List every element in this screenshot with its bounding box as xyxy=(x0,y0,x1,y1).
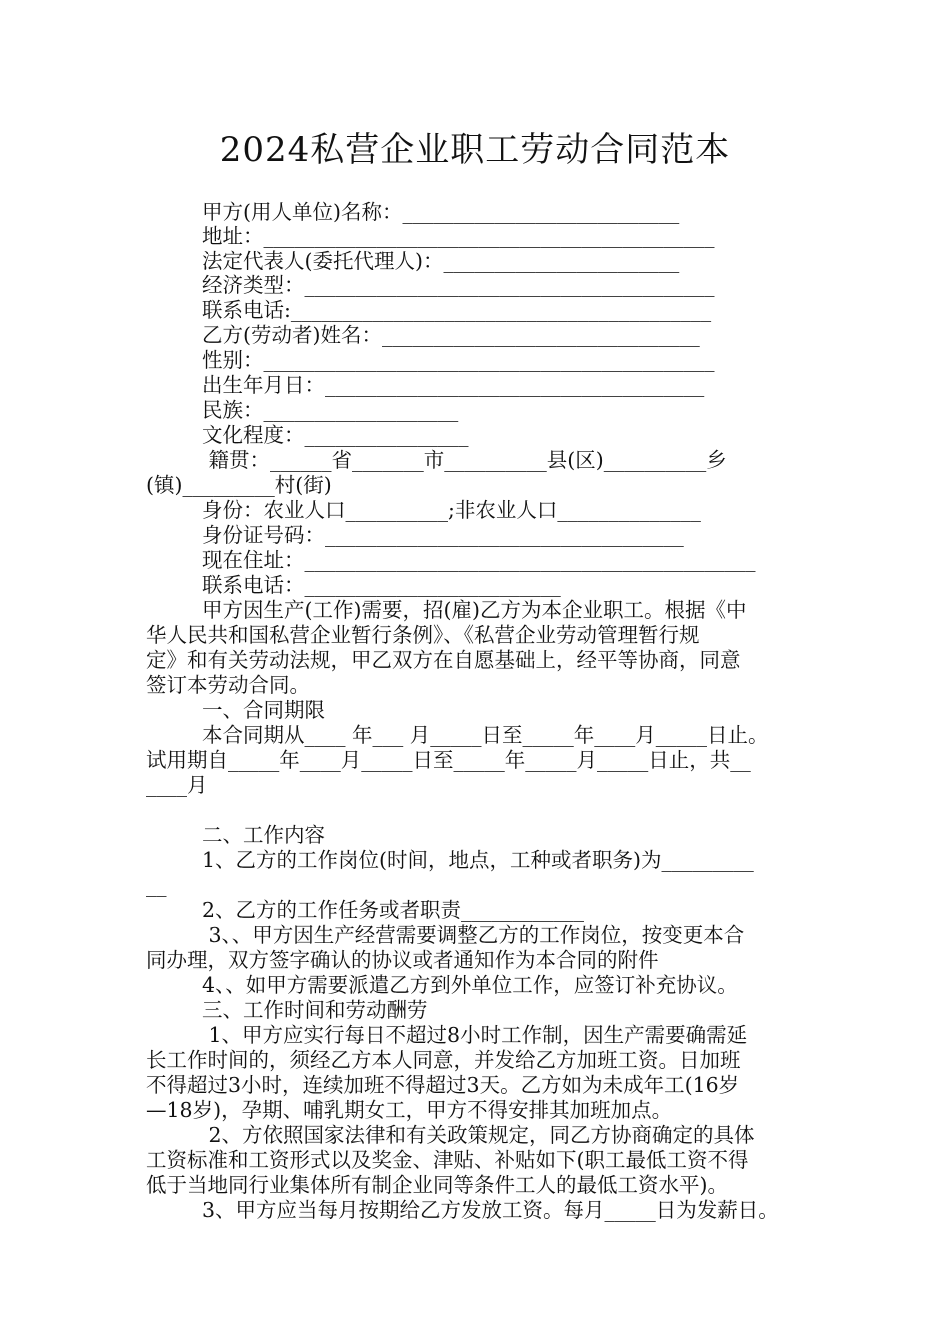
field-education: 文化程度：________________ xyxy=(202,423,469,447)
pay-item-1-cont-1: 长工作时间的，须经乙方本人同意，并发给乙方加班工资。日加班 xyxy=(146,1048,741,1072)
pay-item-3: 3、甲方应当每月按期给乙方发放工资。每月_____日为发薪日。 xyxy=(202,1198,779,1222)
pay-item-1: 1、甲方应实行每日不超过8小时工作制，因生产需要确需延 xyxy=(202,1023,748,1047)
field-address: 地址：____________________________________________ xyxy=(202,224,715,248)
term-line-2: 试用期自_____年____月_____日至_____年_____月_____日止，共__ xyxy=(146,748,751,772)
work-item-2: 2、乙方的工作任务或者职责____________ xyxy=(202,898,585,922)
field-native-place: 籍贯：______省_______市__________县(区)__________乡 xyxy=(202,448,727,472)
preamble-line-4: 签订本劳动合同。 xyxy=(146,673,310,697)
section-heading-term: 一、合同期限 xyxy=(202,698,325,722)
field-legal-representative: 法定代表人(委托代理人)：_______________________ xyxy=(202,249,680,273)
term-line-1: 本合同期从____ 年___ 月_____日至_____年____月_____日止。 xyxy=(202,723,769,747)
field-identity: 身份：农业人口__________;非农业人口______________ xyxy=(202,498,701,522)
field-gender: 性别：____________________________________________ xyxy=(202,348,715,372)
field-id-number: 身份证号码：___________________________________ xyxy=(202,523,684,547)
field-economic-type: 经济类型：________________________________________ xyxy=(202,273,715,297)
preamble-line-3: 定》和有关劳动法规，甲乙双方在自愿基础上，经平等协商，同意 xyxy=(146,648,741,672)
work-item-1-cont: __ xyxy=(146,873,167,897)
pay-item-1-cont-3: —18岁)，孕期、哺乳期女工，甲方不得安排其加班加点。 xyxy=(146,1098,673,1122)
field-native-place-cont: (镇)_________村(街) xyxy=(146,473,332,497)
preamble-line-2: 华人民共和国私营企业暂行条例》、《私营企业劳动管理暂行规 xyxy=(146,623,700,647)
pay-item-2-cont-1: 工资标准和工资形式以及奖金、津贴、补贴如下(职工最低工资不得 xyxy=(146,1148,749,1172)
term-line-3: ____月 xyxy=(146,773,208,797)
section-heading-work: 二、工作内容 xyxy=(202,823,325,847)
field-employer-name: 甲方(用人单位)名称：___________________________ xyxy=(202,200,680,224)
field-employer-phone: 联系电话:_________________________________________ xyxy=(202,298,712,322)
pay-item-1-cont-2: 不得超过3小时，连续加班不得超过3天。乙方如为未成年工(16岁 xyxy=(146,1073,740,1097)
section-heading-hours-pay: 三、工作时间和劳动酬劳 xyxy=(202,998,428,1022)
pay-item-2-cont-2: 低于当地同行业集体所有制企业同等条件工人的最低工资水平)。 xyxy=(146,1173,728,1197)
pay-item-2: 2、方依照国家法律和有关政策规定，同乙方协商确定的具体 xyxy=(202,1123,755,1147)
work-item-1: 1、乙方的工作岗位(时间，地点，工种或者职务)为_________ xyxy=(202,848,754,872)
preamble-line-1: 甲方因生产(工作)需要，招(雇)乙方为本企业职工。根据《中 xyxy=(202,598,747,622)
field-employee-phone: 联系电话：_________________________ xyxy=(202,573,561,597)
document-title: 2024私营企业职工劳动合同范本 xyxy=(219,130,731,170)
work-item-4: 4、、如甲方需要派遣乙方到外单位工作，应签订补充协议。 xyxy=(202,973,738,997)
field-ethnicity: 民族：___________________ xyxy=(202,398,459,422)
work-item-3: 3、、甲方因生产经营需要调整乙方的工作岗位，按变更本合 xyxy=(202,923,745,947)
field-employee-name: 乙方(劳动者)姓名：_______________________________ xyxy=(202,323,700,347)
field-current-address: 现在住址：____________________________________________ xyxy=(202,548,756,572)
field-birth-date: 出生年月日：_____________________________________ xyxy=(202,373,705,397)
work-item-3-cont: 同办理，双方签字确认的协议或者通知作为本合同的附件 xyxy=(146,948,659,972)
